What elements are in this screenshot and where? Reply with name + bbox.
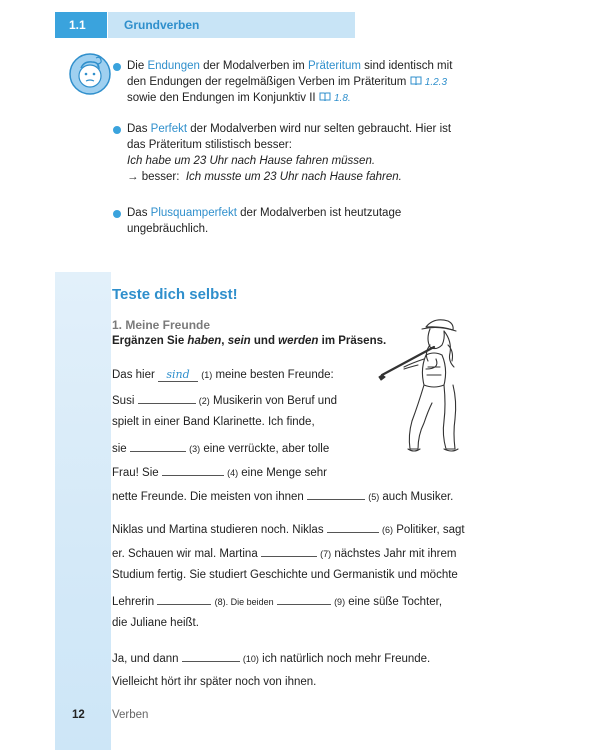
- exercise-line-5: Frau! Sie (4) eine Menge sehr: [112, 464, 327, 479]
- thinking-face-icon: [68, 52, 112, 96]
- exercise-line-3: spielt in einer Band Klarinette. Ich finde,: [112, 416, 315, 428]
- answer-blank-8[interactable]: [157, 593, 211, 605]
- answer-blank-6[interactable]: [327, 521, 379, 533]
- bullet-point-icon: [113, 63, 121, 71]
- answer-blank-9[interactable]: [277, 593, 331, 605]
- note-2-example: Ich habe um 23 Uhr nach Hause fahren müssen.: [127, 155, 376, 167]
- answer-blank-4[interactable]: [162, 464, 224, 476]
- section-title: Grundverben: [124, 18, 200, 32]
- cross-reference-2: 1.8.: [334, 93, 351, 104]
- clarinet-player-illustration: [378, 315, 483, 460]
- exercise-line-1: Das hier sind (1) meine besten Freunde:: [112, 368, 334, 381]
- note-2-better: → besser: Ich musste um 23 Uhr nach Hause fahren.: [127, 171, 402, 183]
- exercise-line-9: Studium fertig. Sie studiert Geschichte und Germanistik und möchte: [112, 569, 458, 581]
- note-3-line-2: ungebräuchlich.: [127, 223, 209, 235]
- exercise-line-4: sie (3) eine verrückte, aber tolle: [112, 440, 329, 455]
- exercise-line-7: Niklas und Martina studieren noch. Niklas (6) Politiker, sagt: [112, 521, 465, 536]
- book-reference-icon: [319, 92, 331, 102]
- bullet-point-icon: [113, 210, 121, 218]
- exercise-instruction: Ergänzen Sie haben, sein und werden im Präsens.: [112, 335, 387, 347]
- note-1-line-2: den Endungen der regelmäßigen Verben im Präteritum 1.2.3: [127, 76, 448, 88]
- section-number: 1.1: [69, 18, 86, 32]
- note-2-line-1: Das Perfekt der Modalverben wird nur selten gebraucht. Hier ist: [127, 123, 452, 135]
- exercise-title: 1. Meine Freunde: [112, 318, 211, 332]
- exercise-line-2: Susi (2) Musikerin von Beruf und: [112, 392, 337, 407]
- note-1-line-3: sowie den Endungen im Konjunktiv II 1.8.: [127, 92, 351, 104]
- book-reference-icon: [410, 76, 422, 86]
- exercise-line-10: Lehrerin (8). Die beiden (9) eine süße Tochter,: [112, 593, 442, 608]
- exercise-line-8: er. Schauen wir mal. Martina (7) nächstes Jahr mit ihrem: [112, 545, 456, 560]
- test-section-title: Teste dich selbst!: [112, 286, 238, 303]
- answer-blank-7[interactable]: [261, 545, 317, 557]
- exercise-line-12: Ja, und dann (10) ich natürlich noch mehr Freunde.: [112, 650, 430, 665]
- page-number: 12: [72, 709, 85, 721]
- note-3-line-1: Das Plusquamperfekt der Modalverben ist heutzutage: [127, 207, 402, 219]
- answer-blank-10[interactable]: [182, 650, 240, 662]
- margin-band: [55, 272, 111, 750]
- exercise-line-6: nette Freunde. Die meisten von ihnen (5) auch Musiker.: [112, 488, 453, 503]
- section-number-box: [55, 12, 107, 38]
- answer-blank-3[interactable]: [130, 440, 186, 452]
- bullet-point-icon: [113, 126, 121, 134]
- note-1-line-1: Die Endungen der Modalverben im Präteritum sind identisch mit: [127, 60, 453, 72]
- exercise-line-11: die Juliane heißt.: [112, 617, 199, 629]
- note-2-line-2: das Präteritum stilistisch besser:: [127, 139, 292, 151]
- answer-blank-2[interactable]: [138, 392, 196, 404]
- example-answer: sind: [158, 368, 198, 382]
- exercise-line-13: Vielleicht hört ihr später noch von ihnen.: [112, 676, 317, 688]
- chapter-label: Verben: [112, 709, 149, 721]
- answer-blank-5[interactable]: [307, 488, 365, 500]
- cross-reference-1: 1.2.3: [424, 77, 448, 88]
- section-title-bar: [108, 12, 355, 38]
